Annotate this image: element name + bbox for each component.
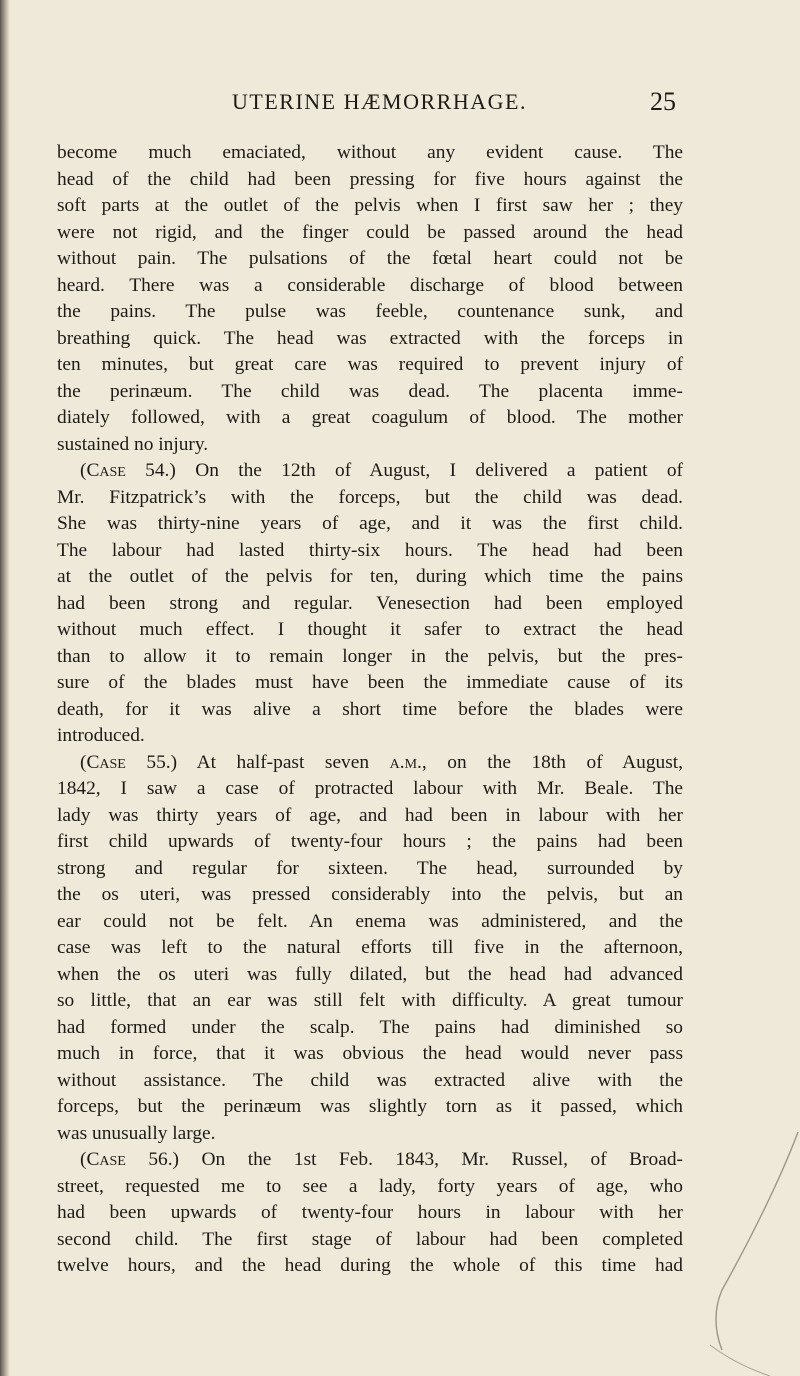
text-line: diately followed, with a great coagulum of blood. The mother bbox=[57, 407, 683, 428]
time-abbreviation: a.m., bbox=[389, 751, 427, 773]
case-54-text: On the 12th of August, I delivered a patient of bbox=[195, 460, 683, 481]
text-line: had been upwards of twenty-four hours in labour with her bbox=[57, 1202, 683, 1223]
case-56-first-line bbox=[57, 1147, 683, 1174]
text-line: without much effect. I thought it safer to extract the head bbox=[57, 619, 683, 640]
text-line: become much emaciated, without any evident cause. The bbox=[57, 142, 683, 163]
text-line: street, requested me to see a lady, forty years of age, who bbox=[57, 1175, 683, 1197]
page-number: 25 bbox=[650, 87, 676, 116]
case-55-text-cont: on the 18th of August, bbox=[447, 751, 683, 773]
text-line: were not rigid, and the finger could be passed around the head bbox=[57, 221, 683, 243]
case-55-label: (Case 55.) bbox=[80, 751, 178, 773]
text-line: ten minutes, but great care was required to prevent injury of bbox=[57, 354, 683, 375]
text-line: the perinæum. The child was dead. The placenta imme- bbox=[57, 380, 683, 402]
case-55-first-line bbox=[57, 750, 683, 777]
case-56-label: (Case 56.) bbox=[80, 1149, 180, 1170]
text-line: case was left to the natural efforts till five in the afternoon, bbox=[57, 937, 683, 958]
text-line: when the os uteri was fully dilated, but the head had advanced bbox=[57, 963, 683, 985]
text-line: first child upwards of twenty-four hours ; the pains had been bbox=[57, 831, 683, 852]
text-line: much in force, that it was obvious the head would never pass bbox=[57, 1043, 683, 1064]
text-line: the os uteri, was pressed considerably into the pelvis, but an bbox=[57, 884, 683, 905]
text-line: forceps, but the perinæum was slightly torn as it passed, which bbox=[57, 1096, 683, 1117]
text-line: at the outlet of the pelvis for ten, during which time the pains bbox=[57, 566, 683, 587]
text-line: death, for it was alive a short time before the blades were bbox=[57, 698, 683, 720]
text-line: strong and regular for sixteen. The head, surrounded by bbox=[57, 857, 683, 879]
paper-scratch-mark bbox=[670, 1120, 800, 1376]
text-line: breathing quick. The head was extracted with the forceps in bbox=[57, 327, 683, 349]
case-54-label: (Case 54.) bbox=[80, 460, 176, 481]
text-line: sustained no injury. bbox=[57, 433, 209, 455]
text-line: without assistance. The child was extracted alive with the bbox=[57, 1069, 683, 1091]
text-line: The labour had lasted thirty-six hours. The head had been bbox=[57, 539, 683, 561]
text-line: had formed under the scalp. The pains had diminished so bbox=[57, 1016, 683, 1038]
text-line: second child. The first stage of labour had been completed bbox=[57, 1228, 683, 1250]
case-55-text: At half-past seven bbox=[196, 751, 370, 773]
case-56-text: On the 1st Feb. 1843, Mr. Russel, of Broad- bbox=[201, 1149, 683, 1170]
text-line: heard. There was a considerable discharge of blood between bbox=[57, 274, 683, 296]
text-line: ear could not be felt. An enema was administered, and the bbox=[57, 910, 683, 932]
page-gutter-edge bbox=[0, 0, 10, 1376]
case-54-first-line bbox=[57, 458, 683, 485]
text-line: the pains. The pulse was feeble, countenance sunk, and bbox=[57, 301, 683, 322]
text-line: so little, that an ear was still felt with difficulty. A great tumour bbox=[57, 990, 683, 1011]
text-line: was unusually large. bbox=[57, 1122, 216, 1144]
text-line: introduced. bbox=[57, 725, 145, 746]
text-line: twelve hours, and the head during the whole of this time had bbox=[57, 1255, 683, 1276]
text-line: 1842, I saw a case of protracted labour with Mr. Beale. The bbox=[57, 778, 683, 799]
text-line: had been strong and regular. Venesection had been employed bbox=[57, 592, 683, 614]
running-title: UTERINE HÆMORRHAGE. bbox=[232, 89, 527, 114]
text-line: She was thirty-nine years of age, and it was the first child. bbox=[57, 513, 683, 534]
text-line: Mr. Fitzpatrick’s with the forceps, but the child was dead. bbox=[57, 486, 683, 508]
text-line: without pain. The pulsations of the fœtal heart could not be bbox=[57, 248, 683, 269]
text-line: head of the child had been pressing for five hours against the bbox=[57, 168, 683, 190]
body-text bbox=[57, 140, 683, 1280]
text-line: sure of the blades must have been the immediate cause of its bbox=[57, 672, 683, 693]
text-line: lady was thirty years of age, and had been in labour with her bbox=[57, 804, 683, 826]
text-line: soft parts at the outlet of the pelvis when I first saw her ; they bbox=[57, 195, 683, 216]
text-line: than to allow it to remain longer in the pelvis, but the pres- bbox=[57, 645, 683, 667]
running-header bbox=[0, 84, 800, 120]
